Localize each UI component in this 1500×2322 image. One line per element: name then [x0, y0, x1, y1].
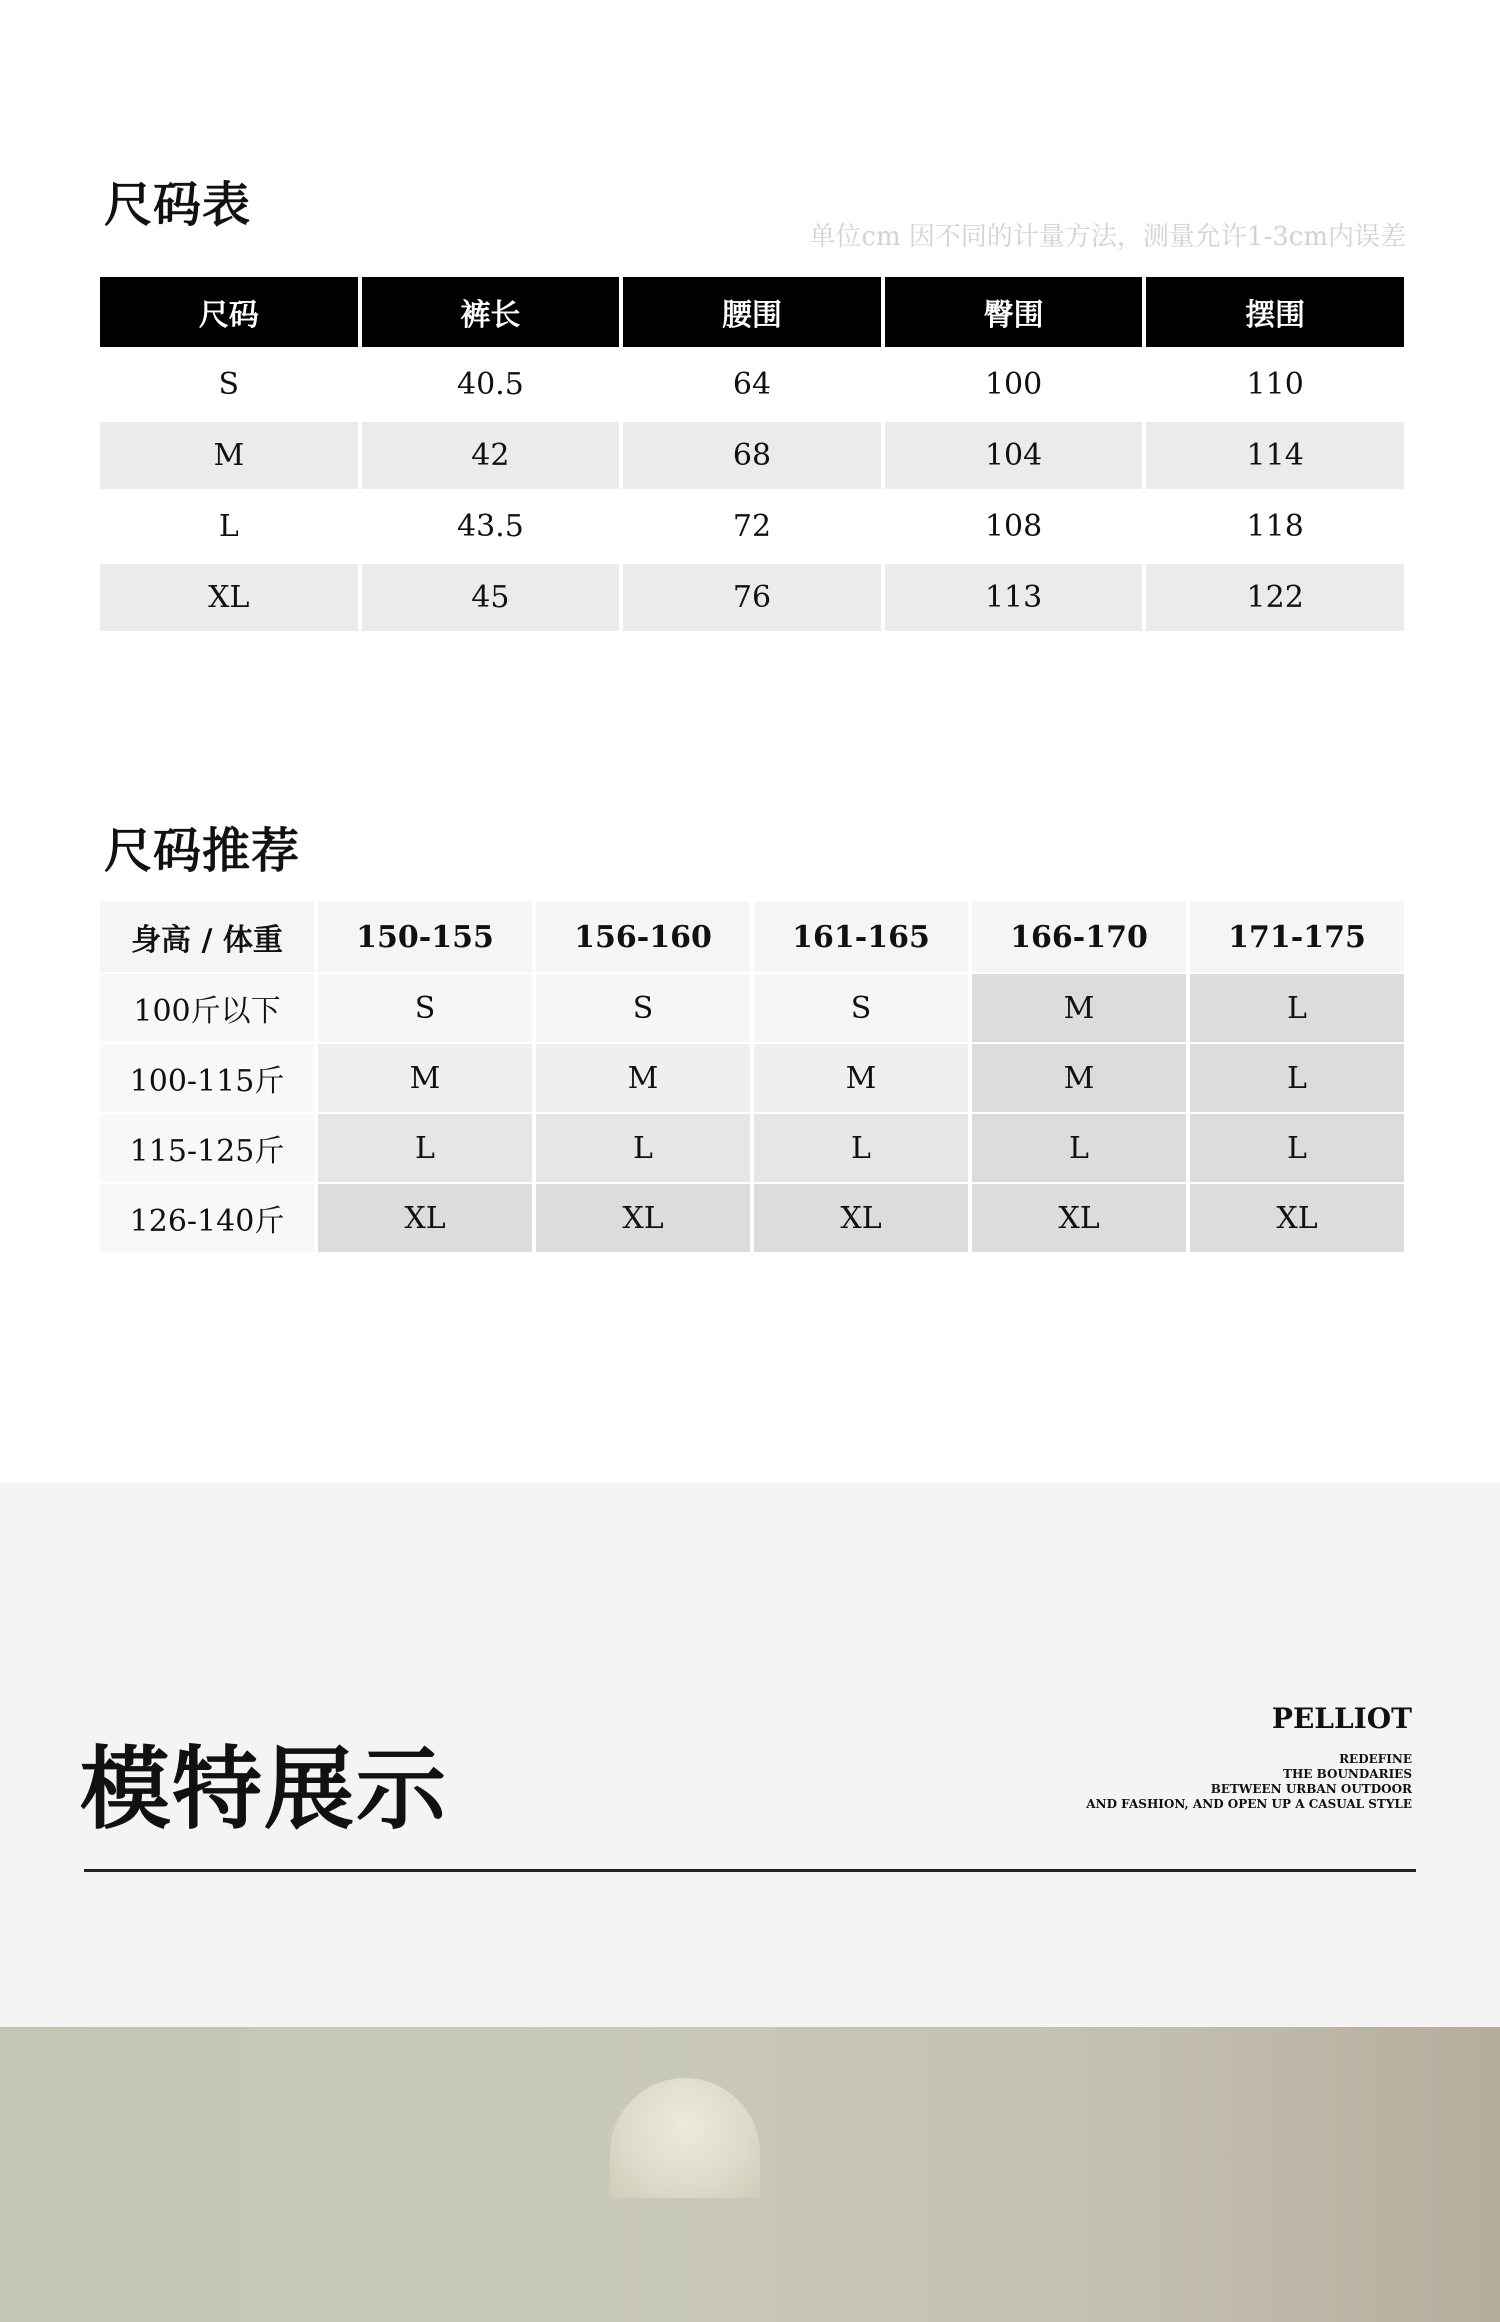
size-cell: XL [972, 1184, 1186, 1252]
size-cell: L [1190, 1114, 1404, 1182]
weight-label: 126-140斤 [100, 1184, 314, 1252]
table-cell: 114 [1146, 422, 1404, 489]
height-header: 156-160 [536, 902, 750, 972]
size-cell: S [536, 974, 750, 1042]
table-cell: 113 [885, 564, 1143, 631]
size-cell: M [318, 1044, 532, 1112]
tagline-line: AND FASHION, AND OPEN UP A CASUAL STYLE [1086, 1797, 1412, 1811]
table-row [100, 564, 1404, 631]
table-cell: 42 [362, 422, 620, 489]
header-cell: 裤长 [362, 277, 620, 347]
size-cell: L [972, 1114, 1186, 1182]
size-cell: XL [1190, 1184, 1404, 1252]
table-cell: 118 [1146, 493, 1404, 560]
table-cell: L [100, 493, 358, 560]
table-row [100, 1184, 1404, 1252]
table-row [100, 1044, 1404, 1112]
size-cell: XL [318, 1184, 532, 1252]
table-cell: 108 [885, 493, 1143, 560]
size-cell: S [318, 974, 532, 1042]
height-header: 150-155 [318, 902, 532, 972]
table-cell: 100 [885, 351, 1143, 418]
size-cell: M [972, 974, 1186, 1042]
table-row [100, 351, 1404, 418]
header-cell: 腰围 [623, 277, 881, 347]
header-cell: 臀围 [885, 277, 1143, 347]
table-header-row [100, 277, 1404, 347]
table-header-row [100, 902, 1404, 972]
table-cell: 104 [885, 422, 1143, 489]
table-cell: XL [100, 564, 358, 631]
table-cell: 72 [623, 493, 881, 560]
table-cell: 110 [1146, 351, 1404, 418]
tagline-line: REDEFINE [1339, 1752, 1412, 1766]
unit-note: 单位cm 因不同的计量方法，测量允许1-3cm内误差 [809, 222, 1406, 252]
height-header: 166-170 [972, 902, 1186, 972]
table-cell: M [100, 422, 358, 489]
height-weight-corner: 身高 / 体重 [100, 902, 314, 972]
size-recommendation-table [96, 900, 1408, 1254]
model-section-title: 模特展示 [80, 1736, 448, 1842]
size-recommendation-title: 尺码推荐 [104, 823, 301, 879]
size-cell: XL [754, 1184, 968, 1252]
height-header: 161-165 [754, 902, 968, 972]
size-cell: M [754, 1044, 968, 1112]
table-cell: 45 [362, 564, 620, 631]
table-cell: S [100, 351, 358, 418]
size-cell: M [536, 1044, 750, 1112]
table-cell: 68 [623, 422, 881, 489]
weight-label: 115-125斤 [100, 1114, 314, 1182]
size-cell: L [1190, 974, 1404, 1042]
brand-tagline [1086, 1752, 1412, 1812]
size-chart-title: 尺码表 [104, 177, 252, 233]
size-cell: L [536, 1114, 750, 1182]
table-cell: 43.5 [362, 493, 620, 560]
size-cell: L [754, 1114, 968, 1182]
table-cell: 122 [1146, 564, 1404, 631]
size-cell: L [318, 1114, 532, 1182]
brand-name: PELLIOT [1271, 1702, 1412, 1735]
table-cell: 40.5 [362, 351, 620, 418]
size-cell: L [1190, 1044, 1404, 1112]
table-row [100, 422, 1404, 489]
size-chart-table [96, 273, 1408, 635]
size-cell: XL [536, 1184, 750, 1252]
header-cell: 摆围 [1146, 277, 1404, 347]
tagline-line: BETWEEN URBAN OUTDOOR [1210, 1782, 1412, 1796]
tagline-line: THE BOUNDARIES [1283, 1767, 1412, 1781]
header-cell: 尺码 [100, 277, 358, 347]
table-row [100, 1114, 1404, 1182]
table-row [100, 974, 1404, 1042]
table-cell: 64 [623, 351, 881, 418]
section-divider [84, 1869, 1416, 1872]
size-cell: S [754, 974, 968, 1042]
size-cell: M [972, 1044, 1186, 1112]
table-row [100, 493, 1404, 560]
weight-label: 100-115斤 [100, 1044, 314, 1112]
height-header: 171-175 [1190, 902, 1404, 972]
weight-label: 100斤以下 [100, 974, 314, 1042]
table-cell: 76 [623, 564, 881, 631]
